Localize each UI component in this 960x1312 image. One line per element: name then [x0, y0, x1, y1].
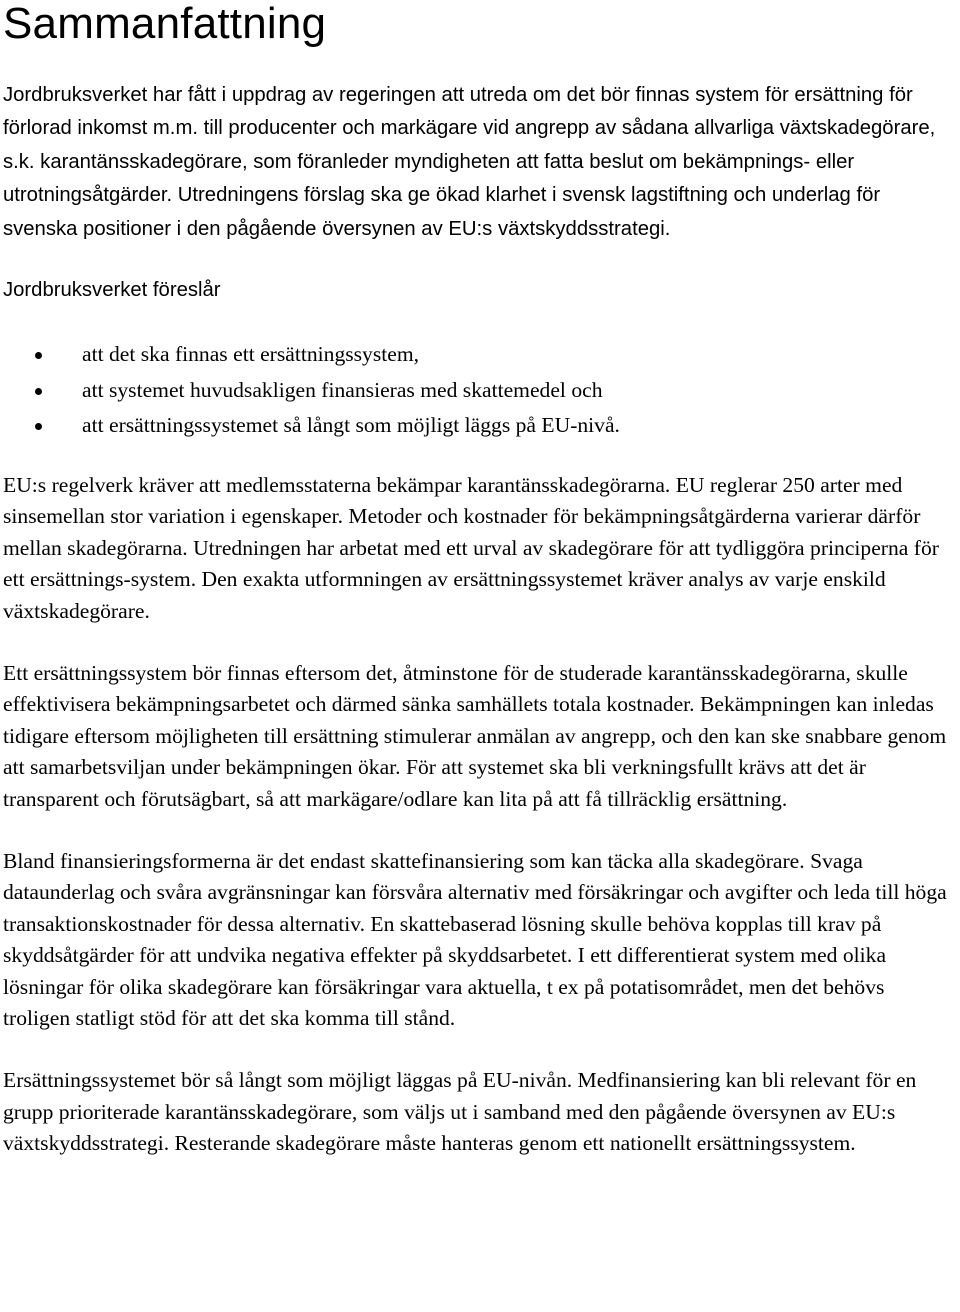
body-paragraph-motivation: Ett ersättningssystem bör finnas eftersom det, åtminstone för de studerade karantänsskadegörarna, skulle effektivisera bekämpningsarbetet och därmed sänka samhällets totala kostnader. Bekämpningen kan inledas tidigare eftersom möjligheten till ersättning stimulerar anmälan av angrepp, och den kan ske snabbare genom att samarbetsviljan under bekämpningen ökar. För att systemet ska bli verkningsfullt krävs att det är transparent och förutsägbart, så att markägare/odlare kan lita på att få tillräcklig ersättning. [3, 660, 947, 811]
intro-text-continuation: Utredningens förslag ska ge ökad klarhet i svensk lagstiftning och underlag för svenska positioner i den pågående översynen av EU:s växtskyddsstrategi. [3, 184, 881, 240]
intro-paragraph [3, 78, 955, 245]
body-paragraph-financing: Bland finansieringsformerna är det endast skattefinansiering som kan täcka alla skadegörare. Svaga dataunderlag och svåra avgränsningar kan försvåra alternativ med försäkringar och avgifter och leda till höga transaktionskostnader för dessa alternativ. En skattebaserad lösning skulle behöva kopplas till krav på skyddsåtgärder för att undvika negativa effekter på skyddsarbetet. I ett differentierat system med olika lösningar för olika skadegörare kan försäkringar vara aktuella, t ex på potatisområdet, men det behövs troligen statligt stöd för att det ska komma till stånd. [3, 849, 947, 1031]
bullet-icon [35, 423, 42, 430]
intro-text-sans: Jordbruksverket har fått i uppdrag av regeringen att utreda om det bör finnas system för ersättning för förlorad inkomst m.m. till producenter och markägare vid angrepp av sådana allvarliga växtskadegörare, s.k. karantänsskadegörare, som föranleder myndigheten att fatta beslut om bekämpnings- eller utrotningsåtgärder. [3, 84, 936, 207]
list-item-text: att systemet huvudsakligen finansieras med skattemedel och [82, 377, 603, 402]
list-item-text: att ersättningssystemet så långt som möjligt läggs på EU-nivå. [82, 413, 620, 438]
body-paragraph-regulation: EU:s regelverk kräver att medlemsstaterna bekämpar karantänsskadegörarna. EU reglerar 250 arter med sinsemellan stor variation i egenskaper. Metoder och kostnader för bekämpningsåtgärderna varierar därför mellan skadegörarna. Utredningen har arbetat med ett urval av skadegörare för att tydliggöra principerna för ett ersättnings-system. Den exakta utformningen av ersättningssystemet kräver analys av varje enskild växtskadegörare. [3, 472, 939, 623]
body-paragraph-eu-level: Ersättningssystemet bör så långt som möjligt läggas på EU-nivån. Medfinansiering kan bli relevant för en grupp prioriterade karantänsskadegörare, som väljs ut i samband med den pågående översynen av EU:s växtskyddsstrategi. Resterande skadegörare måste hanteras genom ett nationellt ersättningssystem. [3, 1068, 917, 1156]
bullet-icon [35, 352, 42, 359]
proposals-list [3, 337, 955, 444]
page-title: Sammanfattning [3, 0, 327, 48]
bullet-icon [35, 388, 42, 395]
document-page [3, 0, 955, 1160]
list-item [3, 408, 955, 444]
list-item [3, 337, 955, 373]
proposals-heading: Jordbruksverket föreslår [3, 279, 221, 302]
list-item-text: att det ska finnas ett ersättningssystem, [82, 342, 420, 367]
list-item [3, 373, 955, 409]
